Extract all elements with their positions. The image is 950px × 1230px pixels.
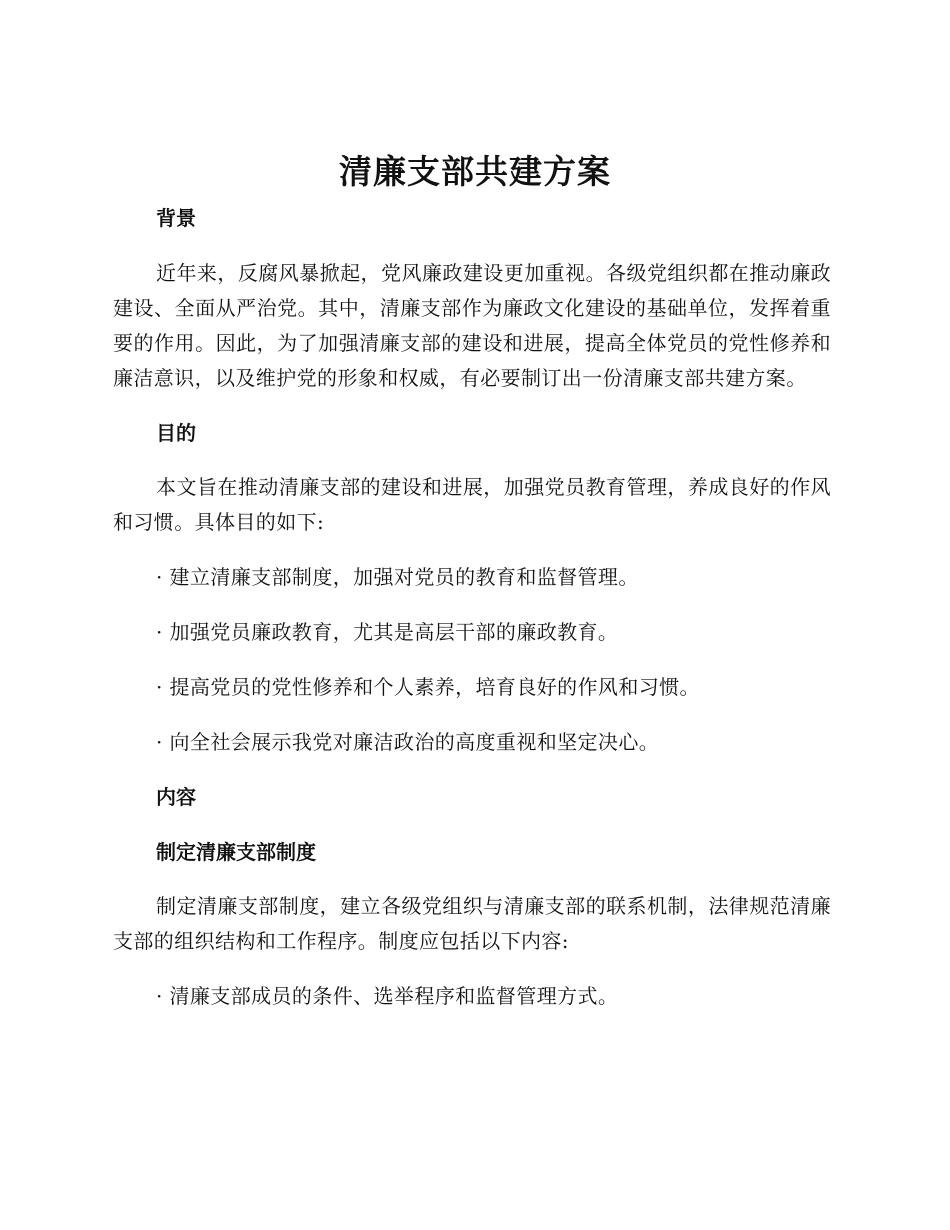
section-heading-content: 内容 — [156, 785, 196, 809]
list-item: · 建立清廉支部制度，加强对党员的教育和监督管理。 — [156, 565, 639, 589]
list-item: · 向全社会展示我党对廉洁政治的高度重视和坚定决心。 — [156, 730, 660, 754]
document-title: 清廉支部共建方案 — [339, 152, 611, 191]
subsection-heading-system: 制定清廉支部制度 — [156, 840, 316, 864]
section-heading-background: 背景 — [156, 206, 196, 230]
list-item: · 加强党员廉政教育，尤其是高层干部的廉政教育。 — [156, 620, 619, 644]
purpose-paragraph: 本文旨在推动清廉支部的建设和进展，加强党员教育管理，养成良好的作风和习惯。具体目的如下: — [113, 475, 831, 534]
section-heading-purpose: 目的 — [156, 421, 196, 445]
list-item: · 清廉支部成员的条件、选举程序和监督管理方式。 — [156, 984, 619, 1008]
document-body — [113, 200, 831, 1014]
list-item: · 提高党员的党性修养和个人素养，培育良好的作风和习惯。 — [156, 675, 700, 699]
content-paragraph: 制定清廉支部制度，建立各级党组织与清廉支部的联系机制，法律规范清廉支部的组织结构和工作程序。制度应包括以下内容: — [113, 894, 831, 953]
background-paragraph: 近年来，反腐风暴掀起，党风廉政建设更加重视。各级党组织都在推动廉政建设、全面从严治党。其中，清廉支部作为廉政文化建设的基础单位，发挥着重要的作用。因此，为了加强清廉支部的建设和进展，提高全体党员的党性修养和廉洁意识，以及维护党的形象和权威，有必要制订出一份清廉支部共建方案。 — [113, 261, 831, 390]
